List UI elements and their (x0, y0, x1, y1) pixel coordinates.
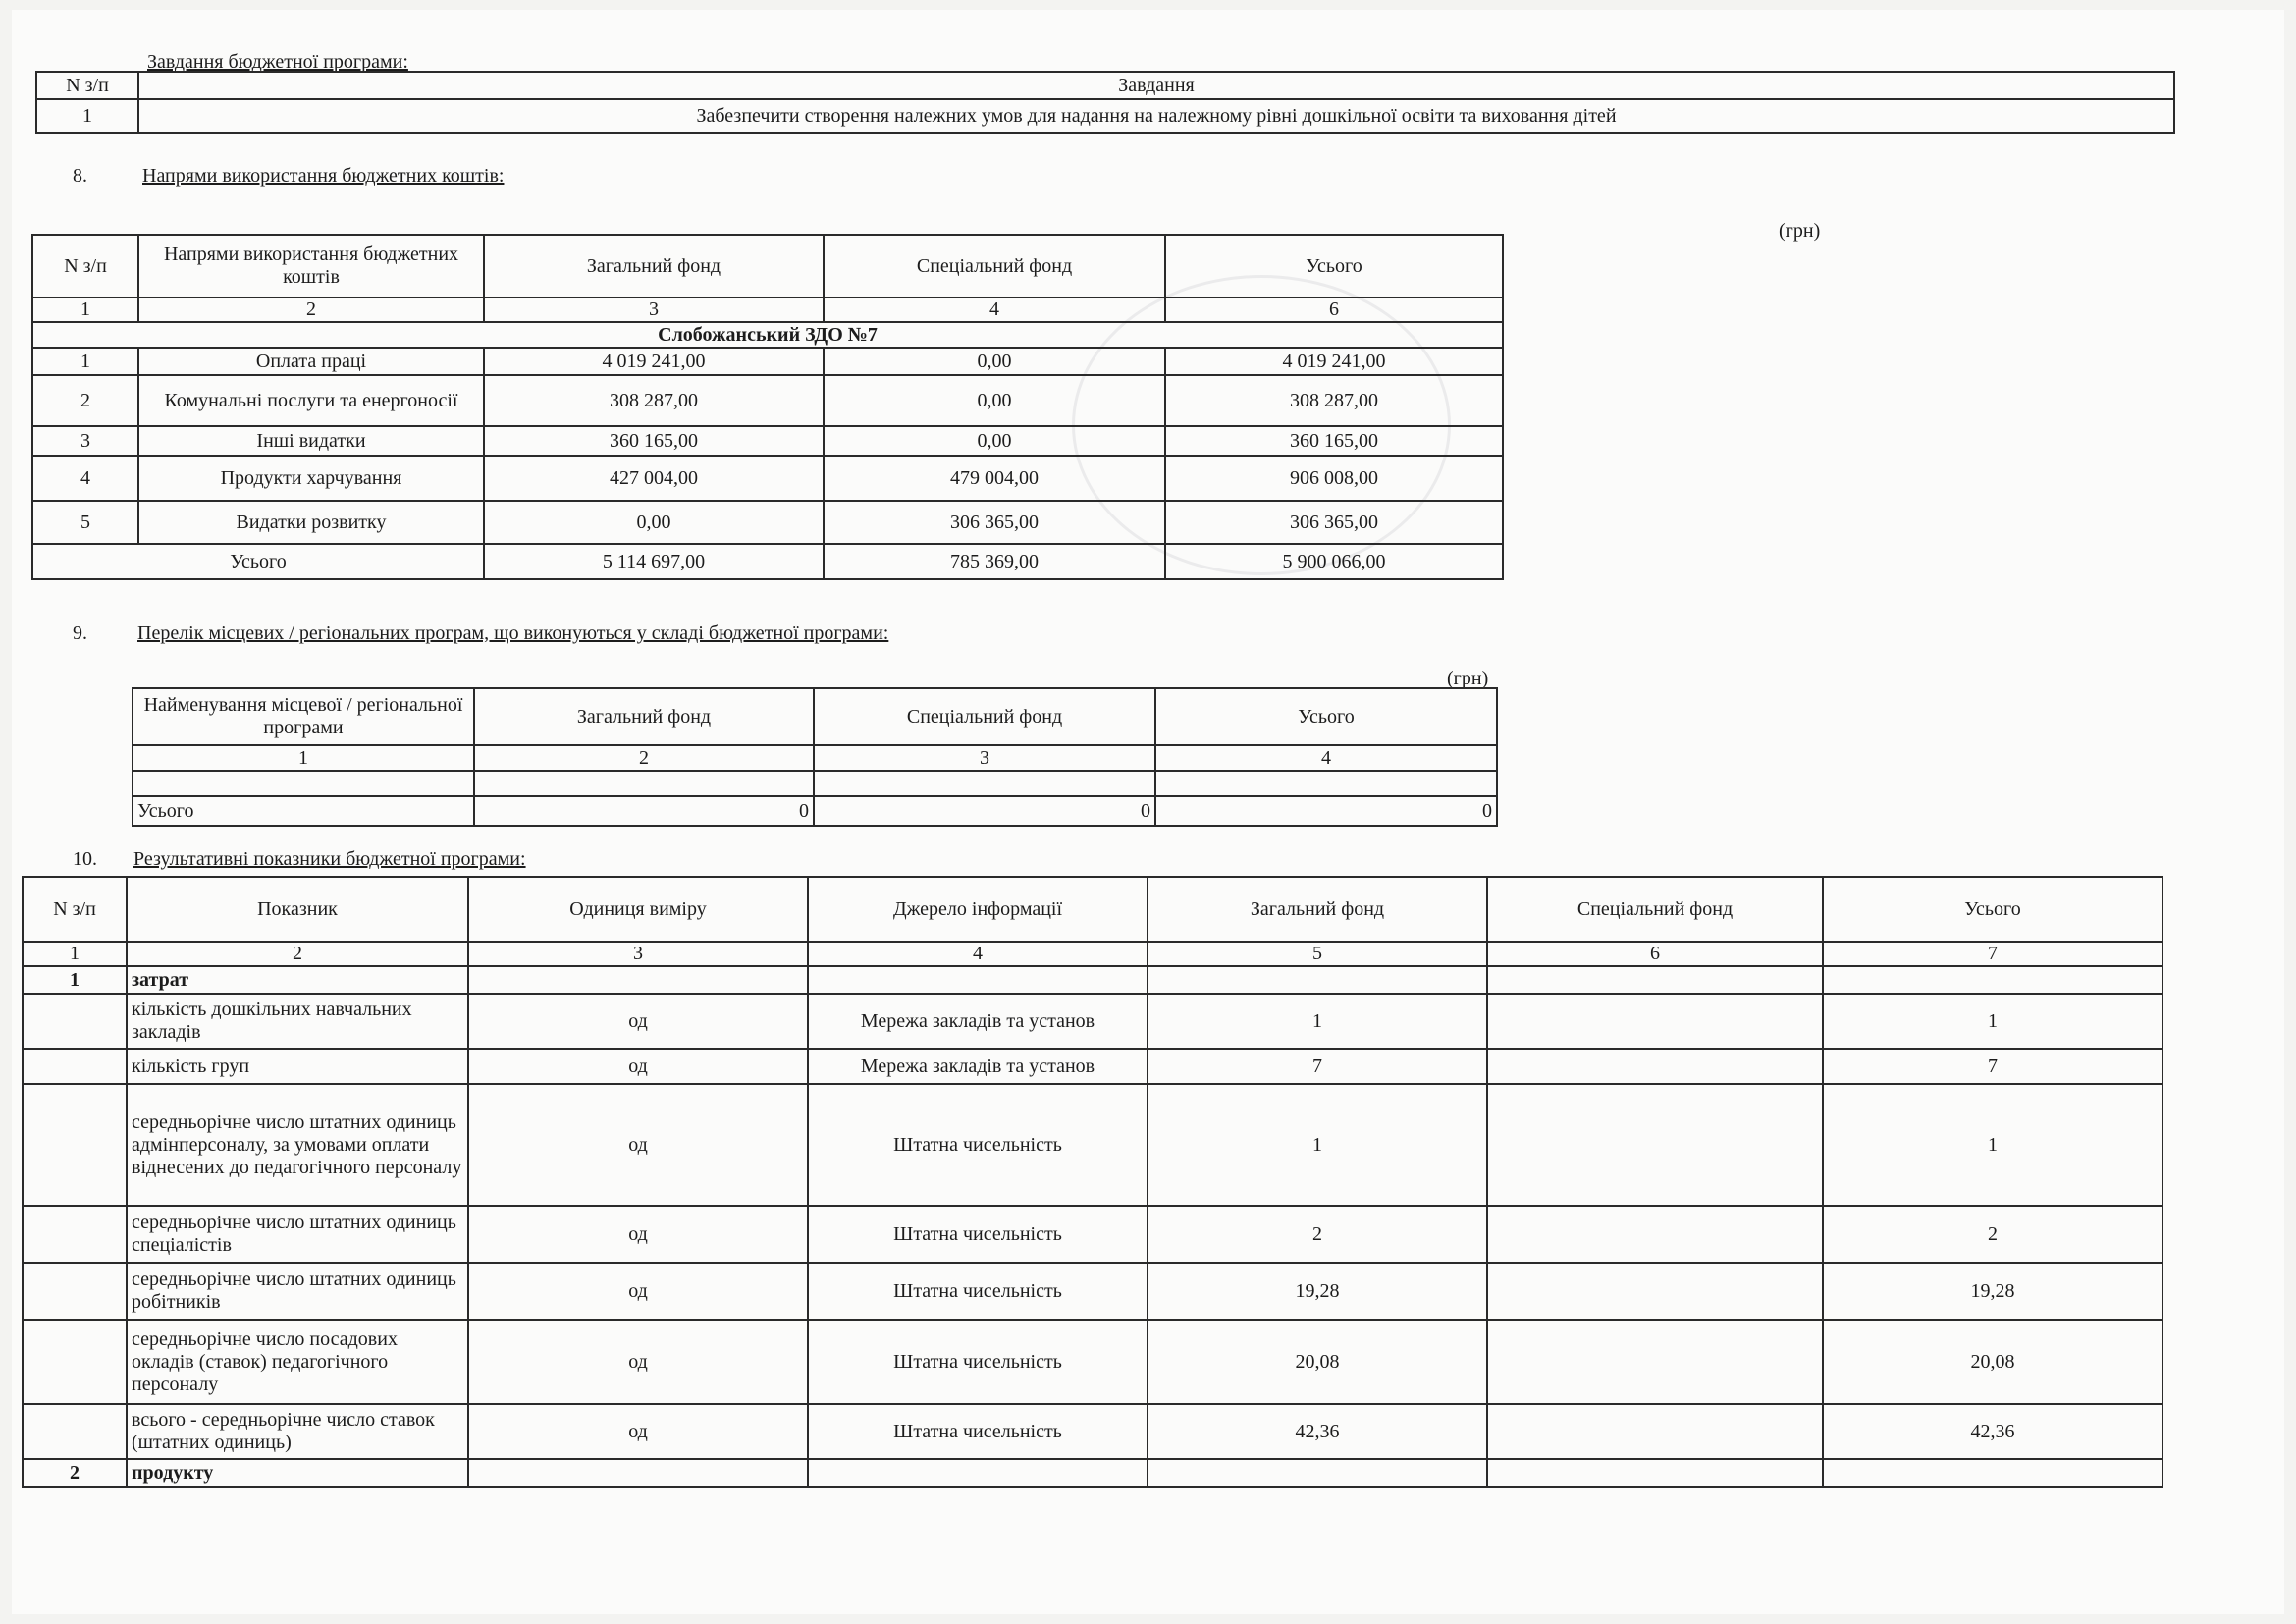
exp-header-direction: Напрями використання бюджетних коштів (138, 235, 484, 298)
ind-row-unit: од (468, 1320, 808, 1404)
ind-header-source: Джерело інформації (808, 877, 1148, 942)
ind-group-num: 1 (23, 966, 127, 994)
ind-row-general: 2 (1148, 1206, 1487, 1263)
ind-group-num: 2 (23, 1459, 127, 1487)
ind-row-total: 7 (1823, 1049, 2163, 1084)
ind-empty-cell (1823, 1459, 2163, 1487)
ind-row-total: 20,08 (1823, 1320, 2163, 1404)
ind-row-total: 1 (1823, 1084, 2163, 1206)
ind-row-total: 42,36 (1823, 1404, 2163, 1459)
ind-colnum: 3 (468, 942, 808, 966)
ind-row-special (1487, 1049, 1823, 1084)
ind-colnum: 6 (1487, 942, 1823, 966)
ind-row-total: 19,28 (1823, 1263, 2163, 1320)
ind-row-general: 1 (1148, 1084, 1487, 1206)
lp-total-special: 0 (814, 796, 1155, 826)
exp-row-name: Видатки розвитку (138, 501, 484, 544)
ind-row-special (1487, 1206, 1823, 1263)
ind-empty-cell (23, 1084, 127, 1206)
exp-total-label: Усього (32, 544, 484, 579)
tasks-row-num: 1 (36, 99, 138, 133)
exp-row-general: 4 019 241,00 (484, 348, 824, 375)
lp-colnum: 2 (474, 745, 814, 771)
lp-header-total: Усього (1155, 688, 1497, 745)
ind-empty-cell (1148, 1459, 1487, 1487)
lp-empty-cell (1155, 771, 1497, 796)
ind-empty-cell (468, 966, 808, 994)
exp-colnum: 2 (138, 298, 484, 322)
tasks-table (35, 71, 2175, 134)
ind-empty-cell (23, 994, 127, 1049)
ind-row-source: Мережа закладів та установ (808, 1049, 1148, 1084)
exp-row-special: 0,00 (824, 348, 1165, 375)
ind-row-name: всього - середньорічне число ставок (штатних одиниць) (127, 1404, 468, 1459)
tasks-row-task: Забезпечити створення належних умов для надання на належному рівні дошкільної освіти та виховання дітей (138, 99, 2174, 133)
exp-header-special: Спеціальний фонд (824, 235, 1165, 298)
ind-row-source: Мережа закладів та установ (808, 994, 1148, 1049)
ind-colnum: 4 (808, 942, 1148, 966)
exp-row-name: Продукти харчування (138, 456, 484, 501)
section9-title: Перелік місцевих / регіональних програм, що виконуються у складі бюджетної програми: (137, 623, 889, 644)
lp-total-general: 0 (474, 796, 814, 826)
ind-row-name: середньорічне число посадових окладів (ставок) педагогічного персоналу (127, 1320, 468, 1404)
exp-row-general: 308 287,00 (484, 375, 824, 426)
exp-row-general: 360 165,00 (484, 426, 824, 456)
expenditure-table (31, 234, 1504, 580)
exp-row-num: 4 (32, 456, 138, 501)
ind-row-general: 19,28 (1148, 1263, 1487, 1320)
ind-header-unit: Одиниця виміру (468, 877, 808, 942)
ind-empty-cell (23, 1404, 127, 1459)
exp-colnum: 4 (824, 298, 1165, 322)
lp-empty-cell (814, 771, 1155, 796)
ind-empty-cell (1823, 966, 2163, 994)
ind-empty-cell (1487, 966, 1823, 994)
ind-row-special (1487, 1084, 1823, 1206)
document-page (12, 10, 2284, 1614)
ind-group-label: затрат (127, 966, 468, 994)
ind-row-general: 42,36 (1148, 1404, 1487, 1459)
lp-colnum: 4 (1155, 745, 1497, 771)
ind-row-unit: од (468, 1404, 808, 1459)
ind-row-name: кількість груп (127, 1049, 468, 1084)
ind-row-name: середньорічне число штатних одиниць адмінперсоналу, за умовами оплати віднесених до педагогічного персоналу (127, 1084, 468, 1206)
ind-colnum: 1 (23, 942, 127, 966)
ind-row-source: Штатна чисельність (808, 1263, 1148, 1320)
ind-empty-cell (23, 1320, 127, 1404)
ind-row-special (1487, 1263, 1823, 1320)
exp-row-general: 427 004,00 (484, 456, 824, 501)
ind-row-total: 1 (1823, 994, 2163, 1049)
ind-header-special: Спеціальний фонд (1487, 877, 1823, 942)
section10-number: 10. (73, 848, 97, 870)
section10-title: Результативні показники бюджетної програми: (133, 848, 526, 870)
ind-empty-cell (808, 1459, 1148, 1487)
ind-row-unit: од (468, 1206, 808, 1263)
section8-title: Напрями використання бюджетних коштів: (142, 165, 505, 187)
exp-total-general: 5 114 697,00 (484, 544, 824, 579)
lp-header-special: Спеціальний фонд (814, 688, 1155, 745)
ind-empty-cell (23, 1206, 127, 1263)
exp-row-general: 0,00 (484, 501, 824, 544)
section7-title: Завдання бюджетної програми: (147, 51, 408, 73)
ind-empty-cell (1487, 1459, 1823, 1487)
ind-row-name: середньорічне число штатних одиниць робітників (127, 1263, 468, 1320)
ind-empty-cell (23, 1263, 127, 1320)
ind-row-general: 1 (1148, 994, 1487, 1049)
ind-empty-cell (23, 1049, 127, 1084)
ind-row-name: середньорічне число штатних одиниць спеціалістів (127, 1206, 468, 1263)
section8-unit: (грн) (1779, 220, 1821, 242)
lp-empty-cell (133, 771, 474, 796)
ind-row-unit: од (468, 1049, 808, 1084)
exp-row-num: 3 (32, 426, 138, 456)
ind-header-indicator: Показник (127, 877, 468, 942)
lp-colnum: 1 (133, 745, 474, 771)
exp-row-num: 2 (32, 375, 138, 426)
ind-empty-cell (468, 1459, 808, 1487)
lp-header-name: Найменування місцевої / регіональної програми (133, 688, 474, 745)
tasks-header-task: Завдання (138, 72, 2174, 99)
exp-row-name: Комунальні послуги та енергоносії (138, 375, 484, 426)
exp-row-special: 0,00 (824, 375, 1165, 426)
exp-colnum: 1 (32, 298, 138, 322)
exp-row-num: 1 (32, 348, 138, 375)
ind-row-total: 2 (1823, 1206, 2163, 1263)
ind-row-special (1487, 994, 1823, 1049)
ind-row-unit: од (468, 1084, 808, 1206)
ind-row-unit: од (468, 994, 808, 1049)
ind-empty-cell (1148, 966, 1487, 994)
section9-unit: (грн) (1447, 668, 1489, 689)
exp-total-special: 785 369,00 (824, 544, 1165, 579)
lp-total-total: 0 (1155, 796, 1497, 826)
lp-header-general: Загальний фонд (474, 688, 814, 745)
local-programs-table (132, 687, 1498, 827)
ind-row-source: Штатна чисельність (808, 1404, 1148, 1459)
ind-row-unit: од (468, 1263, 808, 1320)
tasks-header-num: N з/п (36, 72, 138, 99)
ind-empty-cell (808, 966, 1148, 994)
section9-number: 9. (73, 623, 87, 644)
ind-row-special (1487, 1320, 1823, 1404)
exp-header-general: Загальний фонд (484, 235, 824, 298)
exp-row-special: 0,00 (824, 426, 1165, 456)
exp-colnum: 6 (1165, 298, 1503, 322)
ind-group-label: продукту (127, 1459, 468, 1487)
ind-row-general: 20,08 (1148, 1320, 1487, 1404)
ind-header-num: N з/п (23, 877, 127, 942)
exp-row-total: 308 287,00 (1165, 375, 1503, 426)
exp-row-total: 906 008,00 (1165, 456, 1503, 501)
lp-total-label: Усього (133, 796, 474, 826)
exp-row-name: Інші видатки (138, 426, 484, 456)
ind-row-source: Штатна чисельність (808, 1320, 1148, 1404)
ind-colnum: 2 (127, 942, 468, 966)
exp-group-label: Слобожанський ЗДО №7 (32, 322, 1503, 348)
exp-row-total: 306 365,00 (1165, 501, 1503, 544)
ind-header-general: Загальний фонд (1148, 877, 1487, 942)
indicators-table (22, 876, 2163, 1488)
exp-row-name: Оплата праці (138, 348, 484, 375)
lp-empty-cell (474, 771, 814, 796)
exp-row-special: 306 365,00 (824, 501, 1165, 544)
exp-row-total: 360 165,00 (1165, 426, 1503, 456)
lp-colnum: 3 (814, 745, 1155, 771)
ind-colnum: 7 (1823, 942, 2163, 966)
ind-row-source: Штатна чисельність (808, 1206, 1148, 1263)
ind-row-special (1487, 1404, 1823, 1459)
exp-row-num: 5 (32, 501, 138, 544)
ind-header-total: Усього (1823, 877, 2163, 942)
ind-row-name: кількість дошкільних навчальних закладів (127, 994, 468, 1049)
exp-total-total: 5 900 066,00 (1165, 544, 1503, 579)
exp-header-total: Усього (1165, 235, 1503, 298)
ind-colnum: 5 (1148, 942, 1487, 966)
exp-row-special: 479 004,00 (824, 456, 1165, 501)
exp-colnum: 3 (484, 298, 824, 322)
ind-row-source: Штатна чисельність (808, 1084, 1148, 1206)
exp-header-num: N з/п (32, 235, 138, 298)
exp-row-total: 4 019 241,00 (1165, 348, 1503, 375)
ind-row-general: 7 (1148, 1049, 1487, 1084)
section8-number: 8. (73, 165, 87, 187)
